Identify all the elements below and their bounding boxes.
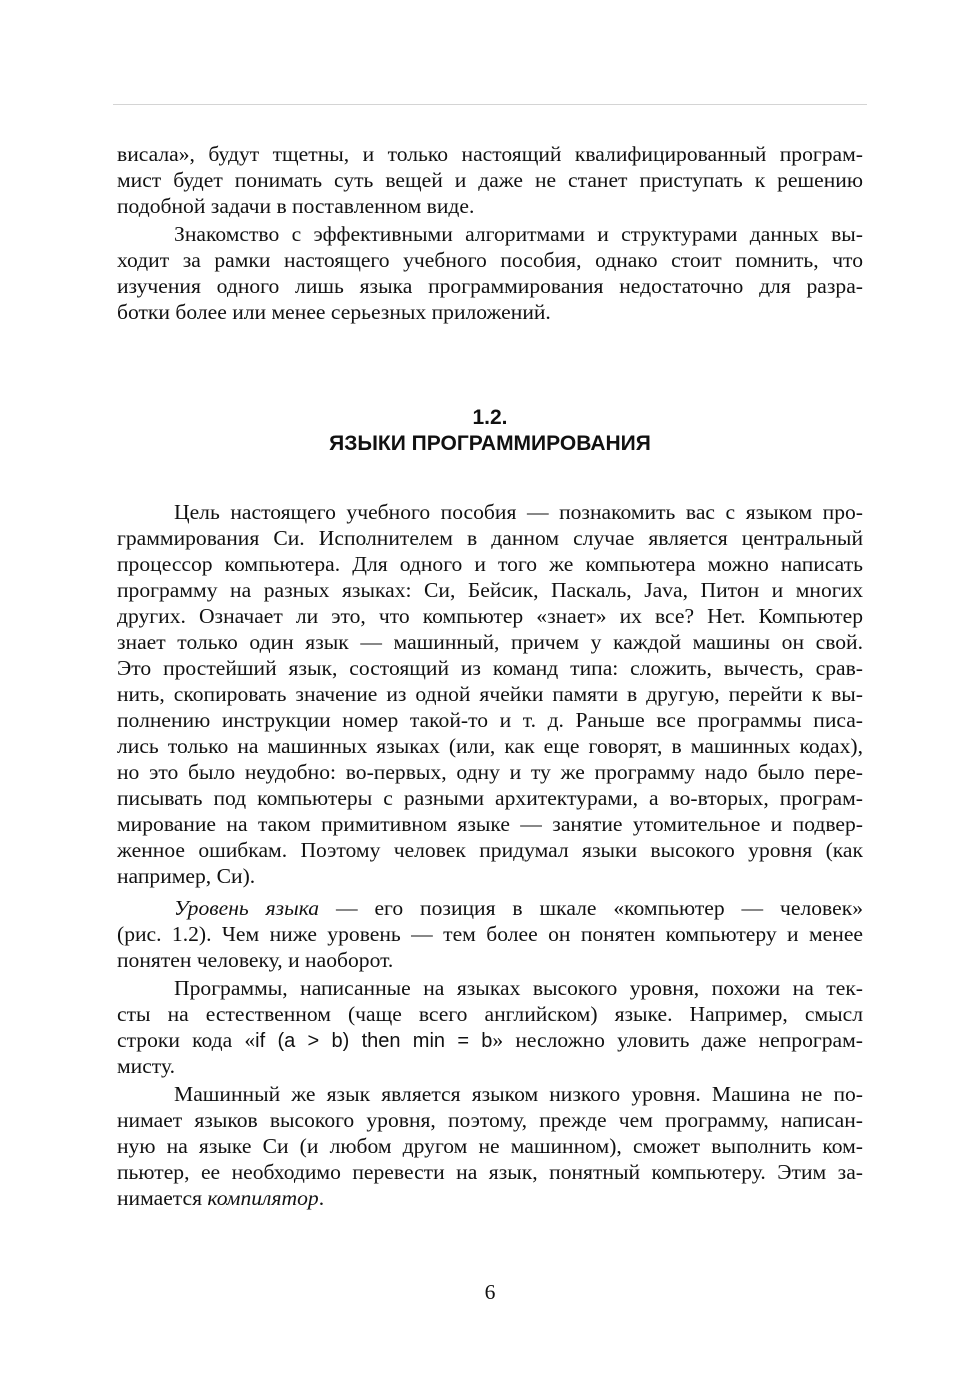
text-line: Машинный же язык является языком низкого уровня. Машина не по- (174, 1082, 863, 1106)
text-line: программу на разных языках: Си, Бейсик, Паскаль, Java, Питон и многих (117, 578, 863, 602)
text-line: женное ошибкам. Поэтому человек придумал языки высокого уровня (как (117, 838, 863, 862)
text-line: мисту. (117, 1054, 175, 1078)
text-line: но это было неудобно: во-первых, одну и ту же программу надо было пере- (117, 760, 863, 784)
header-rule (113, 104, 867, 105)
text-line: мирование на таком примитивном языке — занятие утомительное и подвер- (117, 812, 863, 836)
text-line: ботки более или менее серьезных приложений. (117, 300, 551, 324)
text-line: Это простейший язык, состоящий из команд типа: сложить, вычесть, срав- (117, 656, 863, 680)
text-line: нить, скопировать значение из одной ячейки памяти в другую, перейти к вы- (117, 682, 863, 706)
text-line: граммирования Си. Исполнителем в данном случае является центральный (117, 526, 863, 550)
text-line: висала», будут тщетны, и только настоящий квалифицированный програм- (117, 142, 863, 166)
text-span: — его позиция в шкале «компьютер — человек» (319, 896, 863, 920)
text-line: лись только на машинных языках (или, как еще говорят, в машинных кодах), (117, 734, 863, 758)
text-line: ную на языке Си (и любом другом не машинном), сможет выполнить ком- (117, 1134, 863, 1158)
text-line (117, 1185, 863, 1211)
text-line: Цель настоящего учебного пособия — познакомить вас с языком про- (174, 500, 863, 524)
section-number: 1.2. (472, 406, 508, 429)
text-line: писывать под компьютеры с разными архитектурами, а во-вторых, програм- (117, 786, 863, 810)
text-line: пьютер, ее необходимо перевести на язык, понятный компьютеру. Этим за- (117, 1160, 863, 1184)
text-line: изучения одного лишь языка программирования недостаточно для разра- (117, 274, 863, 298)
text-line: мист будет понимать суть вещей и даже не станет приступать к решению (117, 168, 863, 192)
text-line: ходит за рамки настоящего учебного пособия, однако стоит помнить, что (117, 248, 863, 272)
text-line (117, 1027, 863, 1053)
text-span: . (318, 1186, 325, 1210)
code-snippet: if (a > b) then min = b (255, 1030, 493, 1052)
text-span: » несложно уловить даже непрограм- (492, 1028, 863, 1052)
text-line: подобной задачи в поставленном виде. (117, 194, 475, 218)
text-line: например, Си). (117, 864, 256, 888)
text-line: процессор компьютера. Для одного и того же компьютера можно написать (117, 552, 863, 576)
section-title: ЯЗЫКИ ПРОГРАММИРОВАНИЯ (329, 432, 651, 455)
page-number: 6 (484, 1280, 496, 1304)
text-line: понятен человеку, и наоборот. (117, 948, 394, 972)
text-span: строки кода « (117, 1028, 256, 1052)
text-line: других. Означает ли это, что компьютер «знает» их все? Нет. Компьютер (117, 604, 863, 628)
text-line: полнению инструкции номер такой-то и т. д. Раньше все программы писа- (117, 708, 863, 732)
text-line (174, 895, 863, 921)
text-line: сты на естественном (чаще всего английском) языке. Например, смысл (117, 1002, 863, 1026)
text-line: Знакомство с эффективными алгоритмами и структурами данных вы- (174, 222, 863, 246)
text-line: нимает языков высокого уровня, поэтому, прежде чем программу, написан- (117, 1108, 863, 1132)
term-italic: Уровень языка (174, 896, 320, 920)
text-line: (рис. 1.2). Чем ниже уровень — тем более он понятен компьютеру и менее (117, 922, 863, 946)
text-line: знает только один язык — машинный, причем у каждой машины он свой. (117, 630, 863, 654)
text-span: нимается (117, 1186, 208, 1210)
term-italic: компилятор (207, 1186, 319, 1210)
text-line: Программы, написанные на языках высокого уровня, похожи на тек- (174, 976, 863, 1000)
